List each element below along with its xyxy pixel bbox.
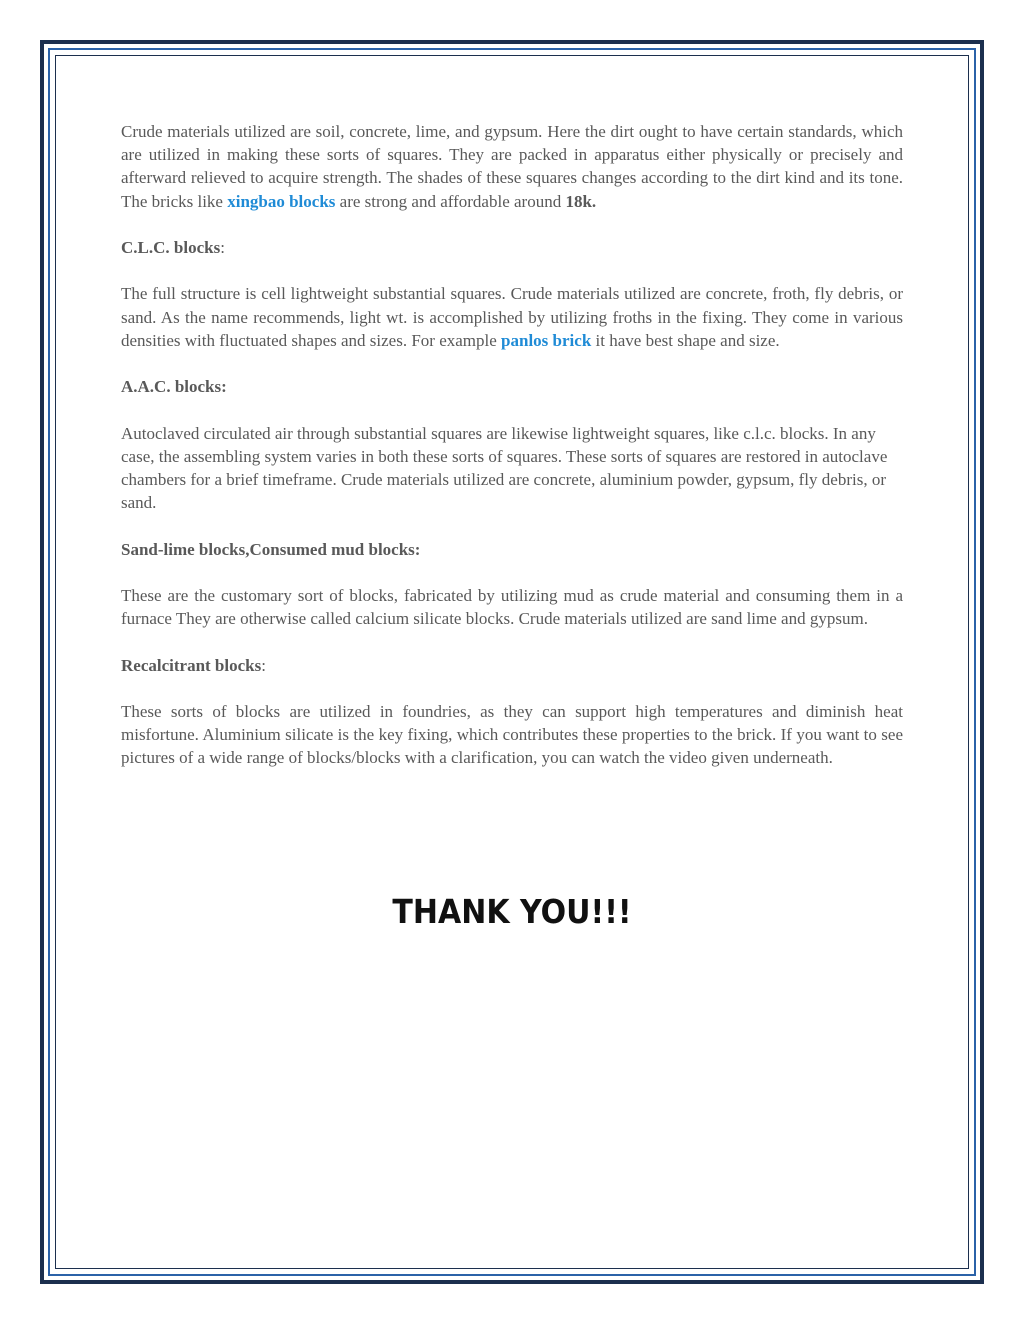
thank-you-closing: THANK YOU!!! bbox=[392, 893, 632, 932]
recalcitrant-heading-text: Recalcitrant blocks bbox=[121, 655, 262, 675]
clc-text: The full structure is cell lightweight substantial squares. Crude materials utilized are concrete, froth, fly debris, or sand. As the name recommends, light wt. is accomplished by utilizing froths in the fixing. They come in various densities with fluctuated shapes and sizes. For example bbox=[121, 284, 903, 350]
price-value: 18k. bbox=[565, 191, 597, 211]
document-body bbox=[121, 120, 903, 793]
clc-heading bbox=[121, 236, 903, 259]
aac-heading: A.A.C. blocks: bbox=[121, 377, 227, 397]
recalcitrant-paragraph: These sorts of blocks are utilized in foundries, as they can support high temperatures and diminish heat misfortune. Aluminium silicate is the key fixing, which contributes these properties to the brick. If you want to see pictures of a wide range of blocks/blocks with a clarification, you can watch the video given underneath. bbox=[121, 701, 903, 768]
aac-paragraph: Autoclaved circulated air through substantial squares are likewise lightweight squares, like c.l.c. blocks. In any case, the assembling system varies in both these sorts of squares. These sorts of squares are restored in autoclave chambers for a brief timeframe. Crude materials utilized are concrete, aluminium powder, gypsum, fly debris, or sand. bbox=[121, 423, 888, 513]
panlos-brick-link[interactable]: panlos brick bbox=[501, 330, 592, 350]
sandlime-heading: Sand-lime blocks,Consumed mud blocks: bbox=[121, 539, 421, 559]
clc-heading-text: C.L.C. blocks bbox=[121, 238, 221, 257]
sandlime-paragraph: These are the customary sort of blocks, fabricated by utilizing mud as crude material and consuming them in a furnace They are otherwise called calcium silicate blocks. Crude materials utilized are sand lime and gypsum. bbox=[121, 585, 903, 629]
intro-paragraph bbox=[121, 120, 903, 213]
recalcitrant-heading-colon: : bbox=[261, 655, 266, 675]
clc-heading-colon: : bbox=[220, 238, 225, 257]
intro-text-continued: are strong and affordable around bbox=[335, 191, 566, 211]
intro-text: Crude materials utilized are soil, concrete, lime, and gypsum. Here the dirt ought to have certain standards, which are utilized in making these sorts of squares. They are packed in apparatus either physically or precisely and afterward relieved to acquire strength. The shades of these squares changes according to the dirt kind and its tone. The bricks like bbox=[121, 122, 903, 211]
xingbao-blocks-link[interactable]: xingbao blocks bbox=[227, 191, 336, 211]
clc-paragraph bbox=[121, 282, 903, 352]
clc-text-continued: it have best shape and size. bbox=[591, 330, 780, 350]
recalcitrant-heading bbox=[121, 654, 903, 677]
